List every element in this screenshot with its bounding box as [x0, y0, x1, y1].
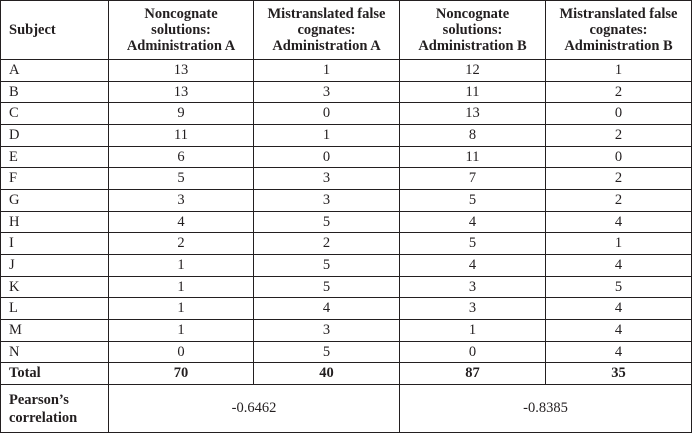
noncognate-a-cell: 5	[109, 168, 254, 190]
false-cognates-b-cell: 5	[546, 276, 692, 298]
table-row	[1, 341, 692, 363]
noncognate-b-cell: 5	[400, 190, 546, 212]
noncognate-b-cell: 3	[400, 276, 546, 298]
noncognate-a-cell: 1	[109, 320, 254, 342]
noncognate-b-cell: 7	[400, 168, 546, 190]
noncognate-a-cell: 2	[109, 233, 254, 255]
table-row	[1, 81, 692, 103]
false-cognates-b-cell: 2	[546, 168, 692, 190]
total-noncognate-a: 70	[109, 363, 254, 385]
header-false-cognates-a: Mistranslated false cognates: Administration A	[254, 1, 400, 60]
false-cognates-b-cell: 2	[546, 125, 692, 147]
total-false-cognates-b: 35	[546, 363, 692, 385]
false-cognates-a-cell: 0	[254, 146, 400, 168]
table-row	[1, 233, 692, 255]
false-cognates-a-cell: 5	[254, 341, 400, 363]
subject-cell: H	[1, 211, 109, 233]
false-cognates-a-cell: 3	[254, 81, 400, 103]
pearson-row	[1, 385, 692, 433]
subject-cell: F	[1, 168, 109, 190]
total-noncognate-b: 87	[400, 363, 546, 385]
false-cognates-b-cell: 4	[546, 341, 692, 363]
table-row	[1, 298, 692, 320]
noncognate-a-cell: 3	[109, 190, 254, 212]
header-false-cognates-b: Mistranslated false cognates: Administration B	[546, 1, 692, 60]
table-row	[1, 146, 692, 168]
header-noncognate-a: Noncognate solutions: Administration A	[109, 1, 254, 60]
subject-cell: I	[1, 233, 109, 255]
false-cognates-b-cell: 4	[546, 211, 692, 233]
false-cognates-a-cell: 3	[254, 320, 400, 342]
noncognate-b-cell: 11	[400, 81, 546, 103]
subject-cell: J	[1, 255, 109, 277]
noncognate-a-cell: 4	[109, 211, 254, 233]
header-row	[1, 1, 692, 60]
false-cognates-b-cell: 2	[546, 81, 692, 103]
false-cognates-a-cell: 5	[254, 276, 400, 298]
false-cognates-b-cell: 4	[546, 320, 692, 342]
table-row	[1, 255, 692, 277]
table-row	[1, 60, 692, 82]
noncognate-b-cell: 11	[400, 146, 546, 168]
noncognate-a-cell: 1	[109, 255, 254, 277]
header-subject: Subject	[1, 1, 109, 60]
subject-cell: K	[1, 276, 109, 298]
subject-cell: G	[1, 190, 109, 212]
false-cognates-a-cell: 1	[254, 125, 400, 147]
false-cognates-a-cell: 1	[254, 60, 400, 82]
noncognate-a-cell: 13	[109, 60, 254, 82]
false-cognates-b-cell: 4	[546, 298, 692, 320]
false-cognates-a-cell: 2	[254, 233, 400, 255]
table-row	[1, 190, 692, 212]
total-false-cognates-a: 40	[254, 363, 400, 385]
total-label: Total	[1, 363, 109, 385]
false-cognates-b-cell: 1	[546, 233, 692, 255]
subject-cell: C	[1, 103, 109, 125]
noncognate-b-cell: 3	[400, 298, 546, 320]
noncognate-b-cell: 8	[400, 125, 546, 147]
false-cognates-b-cell: 0	[546, 146, 692, 168]
table-row	[1, 103, 692, 125]
false-cognates-b-cell: 1	[546, 60, 692, 82]
subject-cell: N	[1, 341, 109, 363]
total-row	[1, 363, 692, 385]
noncognate-b-cell: 0	[400, 341, 546, 363]
noncognate-a-cell: 1	[109, 276, 254, 298]
noncognate-b-cell: 5	[400, 233, 546, 255]
false-cognates-b-cell: 2	[546, 190, 692, 212]
pearson-label: Pearson’s correlation	[1, 385, 109, 433]
table-row	[1, 168, 692, 190]
pearson-value-a: -0.6462	[109, 385, 400, 433]
false-cognates-b-cell: 0	[546, 103, 692, 125]
subject-cell: D	[1, 125, 109, 147]
subject-cell: E	[1, 146, 109, 168]
noncognate-b-cell: 12	[400, 60, 546, 82]
noncognate-a-cell: 11	[109, 125, 254, 147]
false-cognates-a-cell: 4	[254, 298, 400, 320]
table-row	[1, 211, 692, 233]
table-row	[1, 276, 692, 298]
false-cognates-a-cell: 3	[254, 190, 400, 212]
subject-cell: B	[1, 81, 109, 103]
noncognate-a-cell: 0	[109, 341, 254, 363]
table-row	[1, 320, 692, 342]
noncognate-b-cell: 13	[400, 103, 546, 125]
noncognate-a-cell: 1	[109, 298, 254, 320]
noncognate-a-cell: 13	[109, 81, 254, 103]
false-cognates-a-cell: 5	[254, 211, 400, 233]
noncognate-b-cell: 4	[400, 255, 546, 277]
false-cognates-a-cell: 3	[254, 168, 400, 190]
subject-cell: A	[1, 60, 109, 82]
noncognate-b-cell: 1	[400, 320, 546, 342]
false-cognates-b-cell: 4	[546, 255, 692, 277]
subject-cell: L	[1, 298, 109, 320]
noncognate-a-cell: 9	[109, 103, 254, 125]
header-noncognate-b: Noncognate solutions: Administration B	[400, 1, 546, 60]
pearson-value-b: -0.8385	[400, 385, 692, 433]
subject-cell: M	[1, 320, 109, 342]
noncognate-a-cell: 6	[109, 146, 254, 168]
table-body	[1, 60, 692, 433]
false-cognates-a-cell: 0	[254, 103, 400, 125]
table-row	[1, 125, 692, 147]
false-cognates-a-cell: 5	[254, 255, 400, 277]
noncognate-b-cell: 4	[400, 211, 546, 233]
